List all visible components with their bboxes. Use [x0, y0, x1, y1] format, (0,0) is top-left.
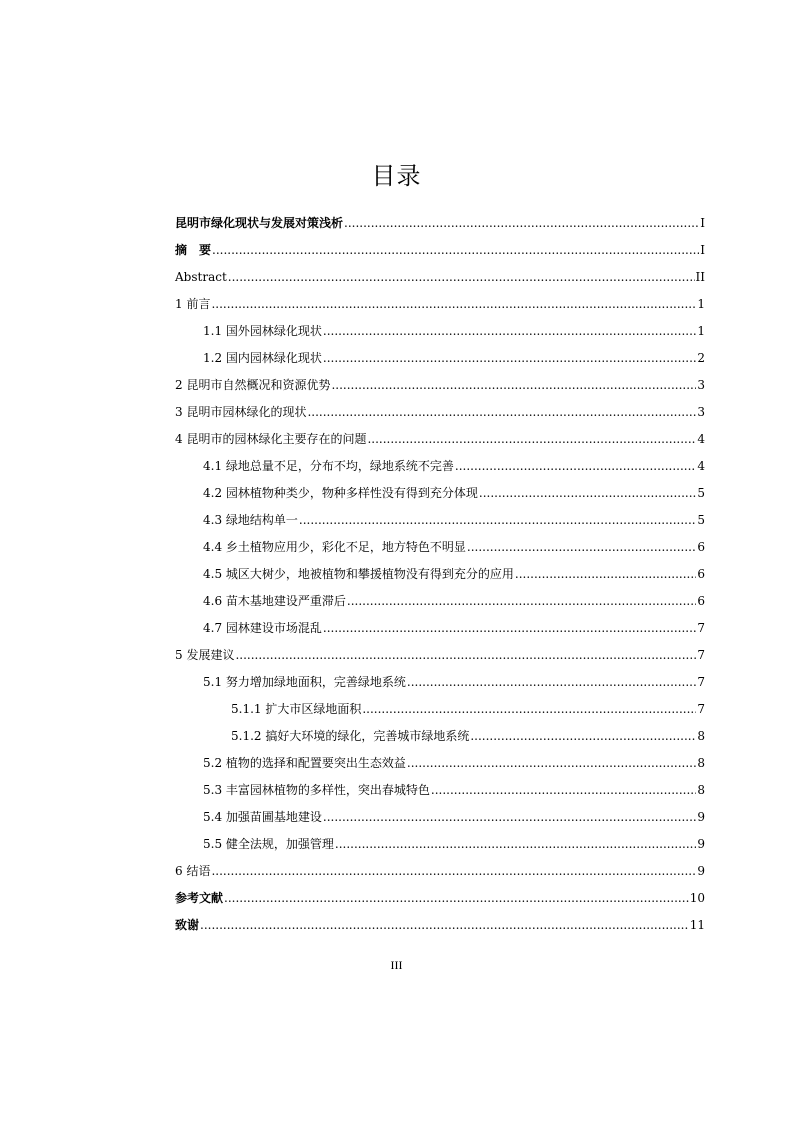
toc-label: 1.1 国外园林绿化现状: [203, 324, 322, 338]
toc-entry-1-1[interactable]: [175, 318, 705, 345]
toc-label: 参考文献: [175, 891, 224, 905]
toc-entry-5-4[interactable]: [175, 804, 705, 831]
toc-label: 4.1 绿地总量不足，分布不均，绿地系统不完善: [203, 459, 454, 473]
toc-leader: [323, 615, 696, 642]
toc-leader: [367, 426, 696, 453]
page-footer-number: III: [390, 958, 403, 972]
toc-page-number: 9: [697, 864, 705, 878]
toc-label: 4.5 城区大树少，地被植物和攀援植物没有得到充分的应用: [203, 567, 514, 581]
toc-page-number: 7: [697, 648, 705, 662]
toc-entry-1-2[interactable]: [175, 345, 705, 372]
toc-entry-5-2[interactable]: [175, 750, 705, 777]
toc-entry-4-3[interactable]: [175, 507, 705, 534]
toc-label: 1 前言: [175, 297, 211, 311]
toc-leader: [307, 399, 696, 426]
toc-label: 5.4 加强苗圃基地建设: [203, 810, 322, 824]
toc-page-number: 6: [697, 567, 705, 581]
toc-leader: [515, 561, 696, 588]
toc-entry-4-4[interactable]: [175, 534, 705, 561]
toc-page-number: 7: [697, 702, 705, 716]
page-title: 目录: [371, 162, 422, 190]
toc-entry-acknowledgements[interactable]: [175, 912, 705, 939]
toc-page-number: 5: [697, 486, 705, 500]
toc-entry-abstract-cn[interactable]: [175, 237, 705, 264]
toc-entry-5-1[interactable]: [175, 669, 705, 696]
toc-label: 4.2 园林植物种类少，物种多样性没有得到充分体现: [203, 486, 478, 500]
toc-label: 5.1.1 扩大市区绿地面积: [231, 702, 362, 716]
toc-page-number: I: [700, 243, 705, 257]
toc-entry-4-7[interactable]: [175, 615, 705, 642]
toc-entry-title[interactable]: [175, 210, 705, 237]
toc-entry-4[interactable]: [175, 426, 705, 453]
toc-entry-4-1[interactable]: [175, 453, 705, 480]
toc-leader: [470, 723, 696, 750]
toc-entry-references[interactable]: [175, 885, 705, 912]
toc-label: 5.5 健全法规，加强管理: [203, 837, 334, 851]
toc-entry-6[interactable]: [175, 858, 705, 885]
toc-label: 2 昆明市自然概况和资源优势: [175, 378, 331, 392]
toc-leader: [323, 804, 696, 831]
toc-label: 5.3 丰富园林植物的多样性，突出春城特色: [203, 783, 430, 797]
toc-page-number: 10: [689, 891, 705, 905]
toc-page-number: 8: [697, 783, 705, 797]
toc-page-number: 3: [697, 405, 705, 419]
toc-leader: [362, 696, 696, 723]
toc-leader: [323, 318, 696, 345]
toc-label: 1.2 国内园林绿化现状: [203, 351, 322, 365]
toc-entry-5-1-2[interactable]: [175, 723, 705, 750]
toc-leader: [323, 345, 696, 372]
toc-leader: [212, 237, 699, 264]
toc-entry-1[interactable]: [175, 291, 705, 318]
toc-page-number: 6: [697, 594, 705, 608]
toc-label: 3 昆明市园林绿化的现状: [175, 405, 307, 419]
toc-page-number: 1: [697, 324, 705, 338]
toc-page-number: 4: [697, 432, 705, 446]
toc-label: 摘 要: [175, 243, 212, 257]
toc-page-number: I: [700, 216, 705, 230]
toc-label: 6 结语: [175, 864, 211, 878]
toc-leader: [467, 534, 696, 561]
toc-entry-5-5[interactable]: [175, 831, 705, 858]
toc-label: 致谢: [175, 918, 200, 932]
toc-label: Abstract: [175, 270, 227, 284]
table-of-contents: [175, 210, 705, 939]
toc-entry-4-5[interactable]: [175, 561, 705, 588]
toc-leader: [228, 264, 695, 291]
toc-leader: [407, 669, 696, 696]
toc-leader: [344, 210, 699, 237]
toc-page-number: 7: [697, 621, 705, 635]
toc-leader: [235, 642, 696, 669]
toc-label: 昆明市绿化现状与发展对策浅析: [175, 216, 344, 230]
toc-leader: [211, 858, 696, 885]
toc-entry-2[interactable]: [175, 372, 705, 399]
toc-label: 5.2 植物的选择和配置要突出生态效益: [203, 756, 406, 770]
toc-label: 4 昆明市的园林绿化主要存在的问题: [175, 432, 367, 446]
toc-entry-5-3[interactable]: [175, 777, 705, 804]
toc-label: 5.1.2 搞好大环境的绿化，完善城市绿地系统: [231, 729, 470, 743]
toc-leader: [299, 507, 696, 534]
toc-leader: [407, 750, 696, 777]
toc-page-number: 5: [697, 513, 705, 527]
toc-page-number: 4: [697, 459, 705, 473]
toc-page-number: 2: [697, 351, 705, 365]
toc-page-number: 6: [697, 540, 705, 554]
toc-leader: [479, 480, 696, 507]
toc-leader: [431, 777, 696, 804]
toc-label: 4.4 乡土植物应用少，彩化不足，地方特色不明显: [203, 540, 466, 554]
toc-label: 5.1 努力增加绿地面积，完善绿地系统: [203, 675, 406, 689]
toc-page-number: 9: [697, 837, 705, 851]
toc-leader: [331, 372, 696, 399]
toc-page-number: 7: [697, 675, 705, 689]
toc-entry-4-2[interactable]: [175, 480, 705, 507]
toc-leader: [211, 291, 696, 318]
toc-label: 4.7 园林建设市场混乱: [203, 621, 322, 635]
toc-page-number: 9: [697, 810, 705, 824]
toc-leader: [347, 588, 696, 615]
toc-page-number: 11: [689, 918, 705, 932]
toc-page-number: 8: [697, 729, 705, 743]
toc-page-number: 3: [697, 378, 705, 392]
toc-label: 5 发展建议: [175, 648, 235, 662]
toc-page-number: 1: [697, 297, 705, 311]
toc-entry-5-1-1[interactable]: [175, 696, 705, 723]
toc-entry-abstract-en[interactable]: [175, 264, 705, 291]
toc-page-number: 8: [697, 756, 705, 770]
toc-page-number: II: [695, 270, 705, 284]
toc-label: 4.6 苗木基地建设严重滞后: [203, 594, 346, 608]
toc-leader: [224, 885, 689, 912]
toc-entry-4-6[interactable]: [175, 588, 705, 615]
toc-entry-5[interactable]: [175, 642, 705, 669]
toc-leader: [455, 453, 696, 480]
toc-leader: [335, 831, 696, 858]
toc-leader: [200, 912, 689, 939]
toc-entry-3[interactable]: [175, 399, 705, 426]
toc-label: 4.3 绿地结构单一: [203, 513, 298, 527]
